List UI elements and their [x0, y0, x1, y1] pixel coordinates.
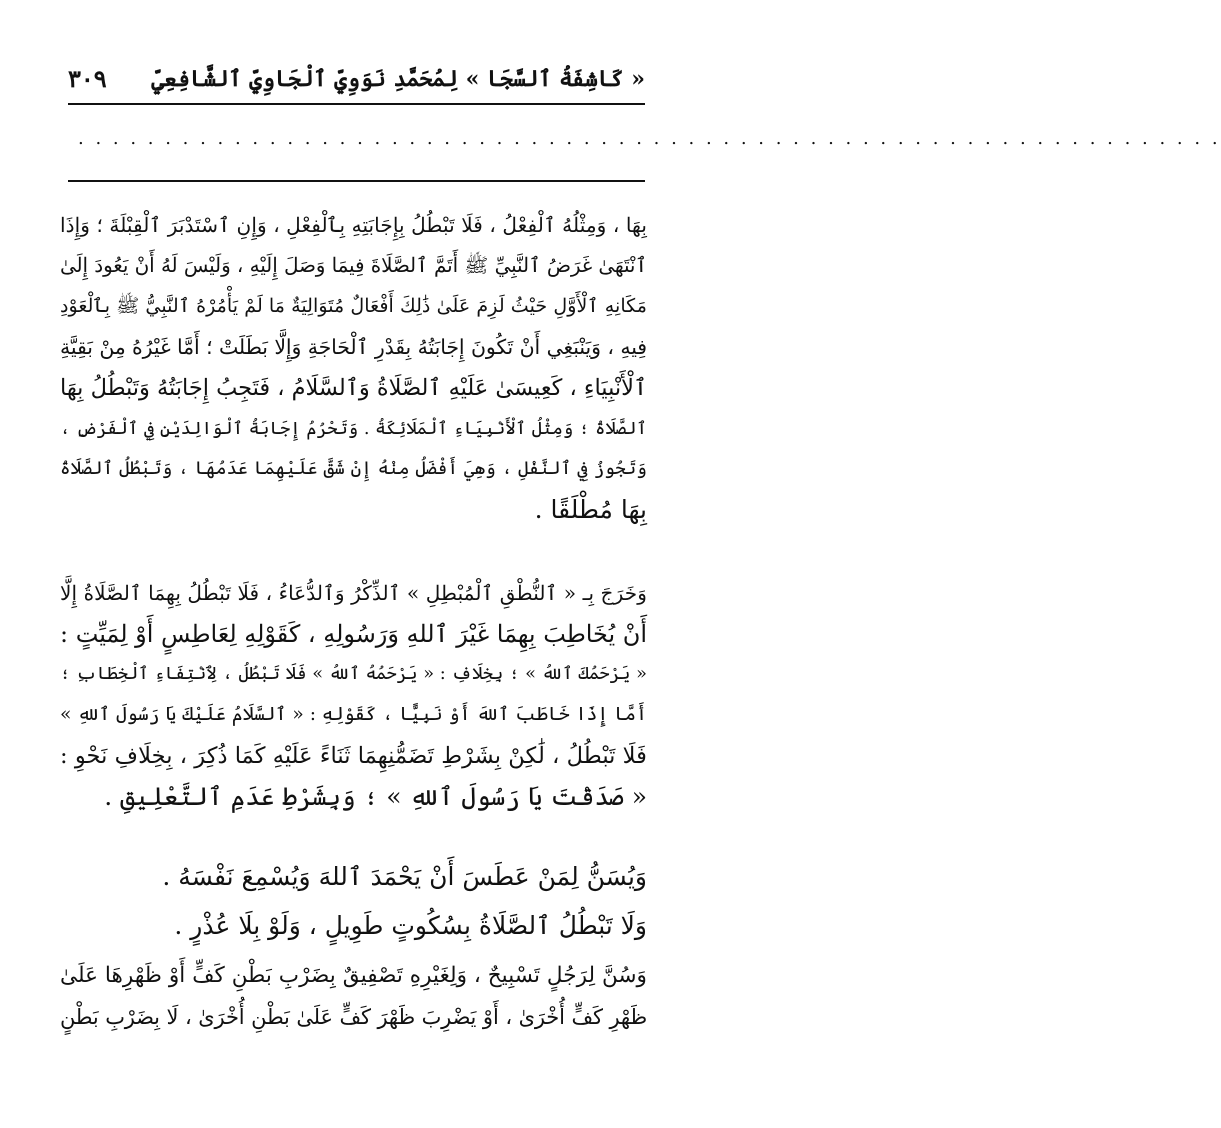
- header-title: « كَاشِفَةُ ٱلسَّجَا » لِمُحَمَّدِ نَوَوِيِّ ٱلْجَاوِيِّ ٱلشَّافِعِيِّ: [151, 66, 645, 92]
- text-line: وَتَجُوزُ فِي ٱلنَّفْلِ ، وَهِيَ أَفْضَلُ مِنْهُ إِنْ شَقَّ عَلَيْهِمَا عَدَمُهَا ، وَتَبْطُلُ ٱلصَّلَاةُ: [60, 458, 647, 480]
- paragraph-1: [60, 205, 647, 531]
- text-line: مَكَانِهِ ٱلْأَوَّلِ حَيْثُ لَزِمَ عَلَىٰ ذَٰلِكَ أَفْعَالٌ مُتَوَالِيَةٌ مَا لَمْ يَأْمُرْهُ ٱلنَّبِيُّ ﷺ بِٱلْعَوْدِ: [60, 294, 647, 318]
- dotted-separator: . . . . . . . . . . . . . . . . . . . . . . . . . . . . . . . . . . . . . . . . . . . . . . . . . . . . . . . . . . . . . . . . . .: [78, 128, 1221, 149]
- running-header: [68, 60, 645, 100]
- paragraph-2: [60, 573, 647, 817]
- paragraph-4: [60, 906, 647, 947]
- text-line: ظَهْرِ كَفٍّ أُخْرَىٰ ، أَوْ يَضْرِبَ ظَهْرَ كَفٍّ عَلَىٰ بَطْنِ أُخْرَىٰ ، لَا بِضَرْبِ بَطْنٍ: [60, 1004, 647, 1029]
- text-line: وَيُسَنُّ لِمَنْ عَطَسَ أَنْ يَحْمَدَ ٱللهَ وَيُسْمِعَ نَفْسَهُ .: [162, 862, 647, 891]
- paragraph-5: [60, 956, 647, 1037]
- content-rule: [68, 180, 645, 182]
- text-line: بِهَا ، وَمِثْلُهُ ٱلْفِعْلُ ، فَلَا تَبْطُلُ بِإِجَابَتِهِ بِٱلْفِعْلِ ، وَإِنِ ٱسْتَدْبَرَ ٱلْقِبْلَةَ ؛ وَإِذَا: [60, 213, 647, 237]
- text-line: أَنْ يُخَاطِبَ بِهِمَا غَيْرَ ٱللهِ وَرَسُولِهِ ، كَقَوْلِهِ لِعَاطِسٍ أَوْ لِمَيِّتٍ :: [60, 619, 647, 648]
- text-line: ٱنْتَهَىٰ غَرَضُ ٱلنَّبِيِّ ﷺ أَتَمَّ ٱلصَّلَاةَ فِيمَا وَصَلَ إِلَيْهِ ، وَلَيْسَ لَهُ أَنْ يَعُودَ إِلَىٰ: [60, 253, 647, 277]
- text-line: وَخَرَجَ بِـ « ٱلنُّطْقِ ٱلْمُبْطِلِ » ٱلذِّكْرُ وَٱلدُّعَاءُ ، فَلَا تَبْطُلُ بِهِمَا ٱلصَّلَاةُ إِلَّا: [60, 581, 647, 605]
- paragraph-3: [60, 857, 647, 898]
- text-line: « يَرْحَمُكَ ٱللهُ » ؛ بِخِلَافِ : « يَرْحَمُهُ ٱللهُ » فَلَا تَبْطُلُ ، لِٱنْتِفَاءِ ٱلْخِطَابِ ؛: [60, 664, 647, 685]
- text-line: وَلَا تَبْطُلُ ٱلصَّلَاةُ بِسُكُوتٍ طَوِيلٍ ، وَلَوْ بِلَا عُذْرٍ .: [174, 911, 647, 940]
- text-line: ٱلْأَنْبِيَاءِ ، كَعِيسَىٰ عَلَيْهِ ٱلصَّلَاةُ وَٱلسَّلَامُ ، فَتَجِبُ إِجَابَتُهُ وَتَبْطُلُ بِهَا: [60, 374, 647, 401]
- text-line: فَلَا تَبْطُلُ ، لَٰكِنْ بِشَرْطِ تَضَمُّنِهِمَا ثَنَاءً عَلَيْهِ كَمَا ذُكِرَ ، بِخِلَافِ نَحْوِ :: [60, 742, 647, 769]
- page-number: ٣٠٩: [68, 64, 107, 93]
- text-line: وَسُنَّ لِرَجُلٍ تَسْبِيحٌ ، وَلِغَيْرِهِ تَصْفِيقٌ بِضَرْبِ بَطْنِ كَفٍّ أَوْ ظَهْرِهَا عَلَىٰ: [60, 963, 647, 988]
- header-rule: [68, 103, 645, 105]
- text-line: أَمَّا إِذَا خَاطَبَ ٱللهَ أَوْ نَبِيًّا ، كَقَوْلِهِ : « ٱلسَّلَامُ عَلَيْكَ يَا رَسُولَ ٱللهِ »: [60, 704, 647, 726]
- text-line: « صَدَقْتَ يَا رَسُولَ ٱللهِ » ؛ وَبِشَرْطِ عَدَمِ ٱلتَّعْلِيقِ .: [104, 781, 647, 811]
- text-line: بِهَا مُطْلَقًا .: [534, 494, 647, 524]
- text-line: فِيهِ ، وَيَنْبَغِي أَنْ تَكُونَ إِجَابَتُهُ بِقَدْرِ ٱلْحَاجَةِ وَإِلَّا بَطَلَتْ ؛ أَمَّا غَيْرُهُ مِنْ بَقِيَّةِ: [60, 335, 647, 360]
- text-line: ٱلصَّلَاةُ ؛ وَمِثْلُ ٱلْأَنْبِيَاءِ ٱلْمَلَائِكَةُ . وَتَحْرُمُ إِجَابَةُ ٱلْوَالِدَيْنِ فِي ٱلْفَرْضِ ،: [60, 418, 647, 439]
